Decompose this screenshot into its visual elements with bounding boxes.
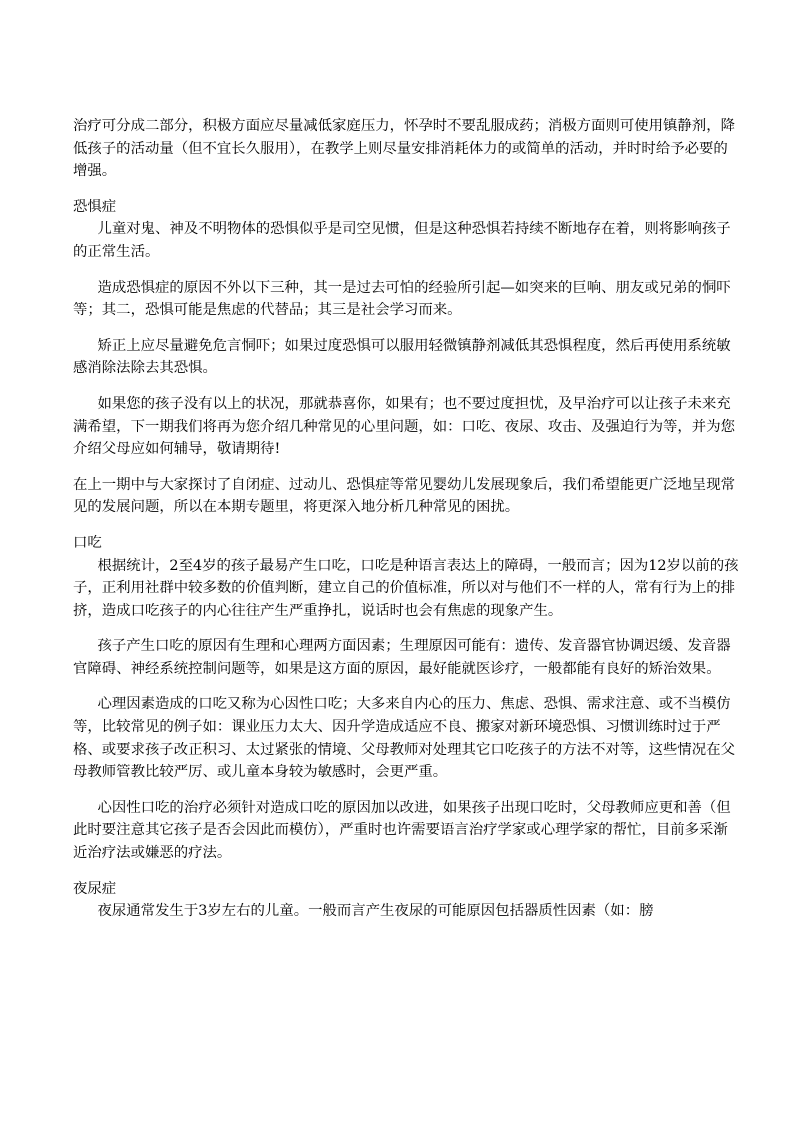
paragraph-stuttering-causes: 孩子产生口吃的原因有生理和心理两方面因素；生理原因可能有：遗传、发音器官协调迟缓、发音器官障碍、神经系统控制问题等，如果是这方面的原因，最好能就医诊疗，一般都能有良好的矫治效果。 <box>73 638 731 677</box>
paragraph-stuttering-treatment: 心因性口吃的治疗必须针对造成口吃的原因加以改进，如果孩子出现口吃时，父母教师应更和善（但此时要注意其它孩子是否会因此而模仿），严重时也许需要语言治疗学家或心理学家的帮忙，目前多采渐近治疗法或嫌恶的疗法。 <box>73 799 731 862</box>
paragraph-issue-intro: 在上一期中与大家探讨了自闭症、过动儿、恐惧症等常见婴幼儿发展现象后，我们希望能更广泛地呈现常见的发展问题，所以在本期专题里，将更深入地分析几种常见的困扰。 <box>73 476 735 516</box>
paragraph-enuresis-intro: 夜尿通常发生于3岁左右的儿童。一般而言产生夜尿的可能原因包括器质性因素（如：膀 <box>97 903 654 920</box>
paragraph-closing-note: 如果您的孩子没有以上的状况，那就恭喜你，如果有；也不要过度担忧，及早治疗可以让孩子未来充满希望，下一期我们将再为您介绍几种常见的心里问题，如：口吃、夜尿、攻击、及强迫行为等，并为您介绍父母应如何辅导，敬请期待! <box>73 395 735 458</box>
paragraph-phobia-causes: 造成恐惧症的原因不外以下三种，其一是过去可怕的经验所引起—如突来的巨响、朋友或兄弟的恫吓等；其二，恐惧可能是焦虑的代替品；其三是社会学习而来。 <box>73 279 731 319</box>
document-page <box>73 115 741 923</box>
paragraph-psychogenic-stuttering: 心理因素造成的口吃又称为心因性口吃；大多来自内心的压力、焦虑、恐惧、需求注意、或不当模仿等，比较常见的例子如：课业压力太大、因升学造成适应不良、搬家对新环境恐惧、习惯训练时过于严格、或要求孩子改正积习、太过紧张的情境、父母教师对处理其它口吃孩子的方法不对等，这些情况在父母教师管教比较严厉、或儿童本身较为敏感时，会更严重。 <box>73 696 735 781</box>
paragraph-phobia-correction: 矫正上应尽量避免危言恫吓；如果过度恐惧可以服用轻微镇静剂减低其恐惧程度，然后再使用系统敏感消除法除去其恐惧。 <box>73 337 731 377</box>
paragraph-stuttering-stats: 根据统计，2至4岁的孩子最易产生口吃，口吃是种语言表达上的障碍，一般而言；因为12岁以前的孩子，正利用社群中较多数的价值判断，建立自己的价值标准，所以对与他们不一样的人，常有行为上的排挤，造成口吃孩子的内心往往产生严重挣扎，说话时也会有焦虑的现象产生。 <box>73 557 739 619</box>
heading-phobia: 恐惧症 <box>73 198 117 215</box>
paragraph-treatment: 治疗可分成二部分，积极方面应尽量减低家庭压力，怀孕时不要乱服成药；消极方面则可使用镇静剂，降低孩子的活动量（但不宜长久服用），在教学上则尽量安排消耗体力的或简单的活动，并时时给予必要的增强。 <box>73 118 735 180</box>
paragraph-phobia-intro: 儿童对鬼、神及不明物体的恐惧似乎是司空见惯，但是这种恐惧若持续不断地存在着，则将影响孩子的正常生活。 <box>73 221 731 260</box>
heading-stuttering: 口吃 <box>73 534 102 551</box>
heading-enuresis: 夜尿症 <box>73 880 117 897</box>
